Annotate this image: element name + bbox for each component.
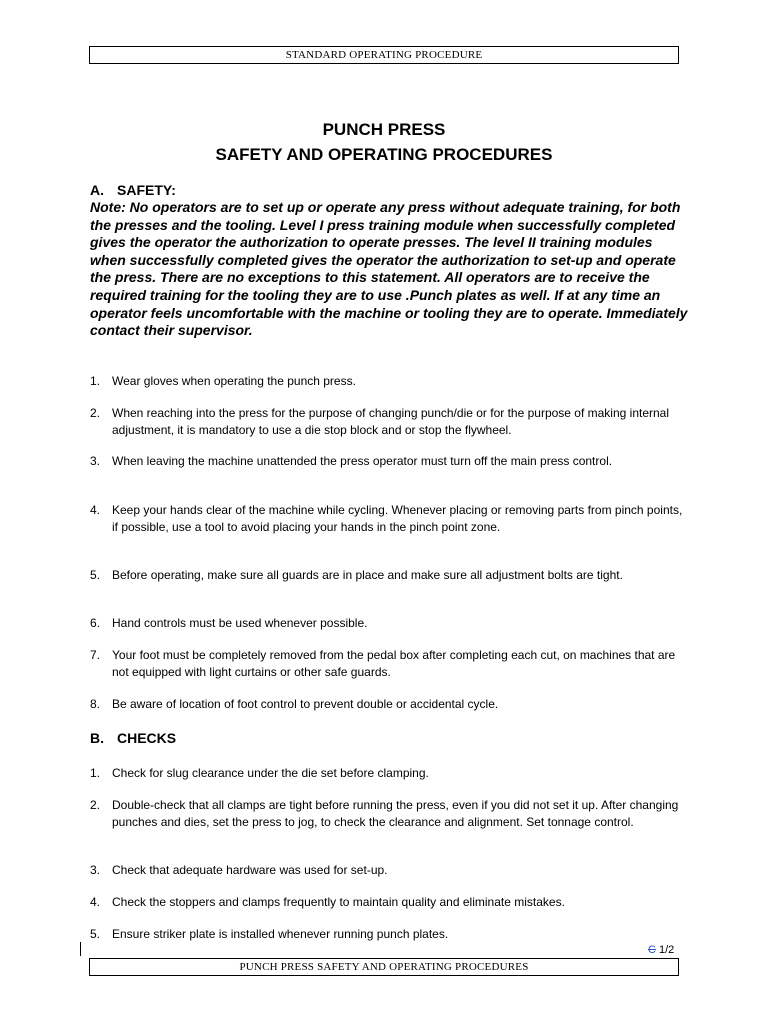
list-item (90, 926, 690, 943)
list-item (90, 862, 690, 879)
text-cursor (80, 942, 81, 956)
list-item (90, 696, 690, 713)
list-item (90, 373, 690, 390)
list-item (90, 647, 690, 680)
list-item-text: Hand controls must be used whenever possible. (112, 616, 368, 630)
section-a-letter: A. (90, 182, 104, 198)
list-item-text: Wear gloves when operating the punch press. (112, 374, 356, 388)
safety-note: Note: No operators are to set up or operate any press without adequate training, for both the presses and the tooling. Level I press training module when successfully completed gives the operator the authorization to operate presses. The level II training modules when successfully completed gives the operator the authorization to set-up and operate the press. There are no exceptions to this statement. All operators are to receive the required training for the tooling they are to use .Punch plates as well. If at any time an operator feels uncomfortable with the machine or tooling they are to operate. Immediately contact their supervisor. (90, 199, 688, 339)
section-a-title: SAFETY: (117, 182, 176, 198)
header-text: STANDARD OPERATING PROCEDURE (285, 49, 483, 61)
document-title-line2: SAFETY AND OPERATING PROCEDURES (215, 145, 553, 164)
list-item-number: 1. (90, 766, 101, 780)
list-item (90, 405, 690, 438)
list-item-number: 2. (90, 406, 101, 420)
list-item-number: 2. (90, 798, 101, 812)
list-item-number: 8. (90, 697, 101, 711)
list-item-text: Be aware of location of foot control to prevent double or accidental cycle. (112, 697, 499, 711)
list-item-number: 3. (90, 454, 101, 468)
footer-banner (89, 958, 679, 976)
list-item-text: Before operating, make sure all guards are in place and make sure all adjustment bolts are tight. (112, 568, 623, 582)
section-b-title: CHECKS (117, 730, 177, 746)
section-b-letter: B. (90, 730, 104, 746)
list-item-number: 6. (90, 616, 101, 630)
list-item-text: Double-check that all clamps are tight before running the press, even if you did not set it up. After changing punches and dies, set the press to jog, to check the clearance and alignment. Set tonnage control. (112, 798, 679, 829)
list-item-text: Check that adequate hardware was used for set-up. (112, 863, 388, 877)
list-item (90, 567, 690, 584)
list-item-number: 4. (90, 895, 101, 909)
document-title-line1: PUNCH PRESS (322, 120, 446, 139)
list-item-number: 5. (90, 927, 101, 941)
list-item (90, 502, 690, 535)
list-item-text: Check for slug clearance under the die set before clamping. (112, 766, 429, 780)
footer-text: PUNCH PRESS SAFETY AND OPERATING PROCEDURES (239, 961, 529, 973)
list-item-text: Your foot must be completely removed from the pedal box after completing each cut, on machines that are not equipped with light curtains or other safe guards. (112, 648, 676, 679)
section-a-heading (90, 182, 176, 199)
list-item-number: 7. (90, 648, 101, 662)
list-item (90, 894, 690, 911)
list-item-number: 4. (90, 503, 101, 517)
list-item-text: Keep your hands clear of the machine while cycling. Whenever placing or removing parts from pinch points, if possible, use a tool to avoid placing your hands in the pinch point zone. (112, 503, 683, 534)
list-item (90, 453, 690, 470)
list-item-number: 1. (90, 374, 101, 388)
page-number-text: 1/2 (658, 944, 675, 956)
revision-mark: C (648, 944, 656, 956)
list-item (90, 797, 690, 830)
list-item-number: 3. (90, 863, 101, 877)
list-item-text: Check the stoppers and clamps frequently to maintain quality and eliminate mistakes. (112, 895, 565, 909)
section-b-heading (90, 730, 176, 747)
list-item-text: When reaching into the press for the purpose of changing punch/die or for the purpose of making internal adjustment, it is mandatory to use a die stop block and or stop the flywheel. (112, 406, 670, 437)
list-item (90, 765, 690, 782)
header-banner (89, 46, 679, 64)
list-item-text: Ensure striker plate is installed whenever running punch plates. (112, 927, 449, 941)
list-item-text: When leaving the machine unattended the press operator must turn off the main press control. (112, 454, 613, 468)
list-item (90, 615, 690, 632)
page-number (648, 944, 674, 957)
list-item-number: 5. (90, 568, 101, 582)
